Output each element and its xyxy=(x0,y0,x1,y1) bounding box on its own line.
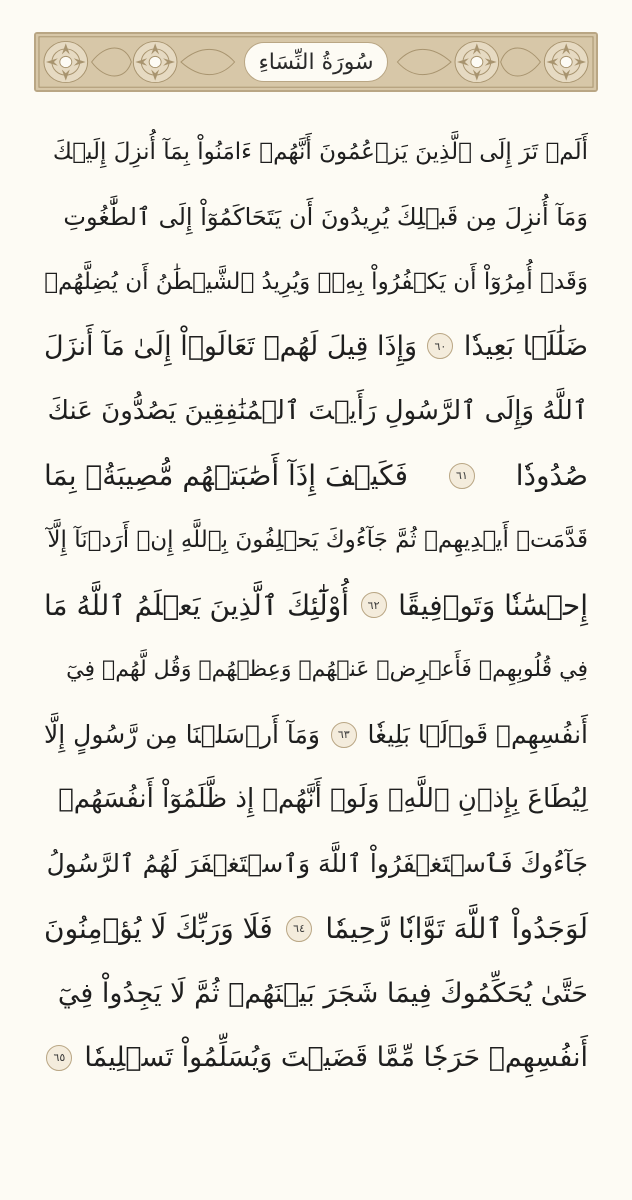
text-line-3 xyxy=(44,249,588,314)
right-rosette-icon xyxy=(544,41,588,82)
line-text: إِحۡسَٰنٗا وَتَوۡفِيقًا xyxy=(398,588,588,622)
line-text: لِيُطَاعَ بِإِذۡنِ ٱللَّهِۚ وَلَوۡ أَنَّهُمۡ إِذ ظَّلَمُوٓاْ أَنفُسَهُمۡ xyxy=(58,784,588,815)
quran-text-page xyxy=(44,120,588,1090)
ayah-number-marker: ٦١ xyxy=(449,463,475,489)
text-line-9 xyxy=(44,638,588,703)
text-line-5 xyxy=(44,379,588,444)
text-line-4 xyxy=(44,314,588,379)
line-text-continued: وَمَآ أَرۡسَلۡنَا مِن رَّسُولٍ إِلَّا xyxy=(44,720,321,750)
line-text-continued: فَكَيۡفَ إِذَآ أَصَٰبَتۡهُم مُّصِيبَةُۢ بِمَا xyxy=(44,459,409,493)
line-text: وَمَآ أُنزِلَ مِن قَبۡلِكَ يُرِيدُونَ أَن يَتَحَاكَمُوٓاْ إِلَى ٱلطَّٰغُوتِ xyxy=(63,203,588,232)
ayah-number-marker: ٦٤ xyxy=(286,916,312,942)
text-line-13 xyxy=(44,896,588,961)
line-text: ضَلَٰلَۢا بَعِيدٗا xyxy=(463,330,588,362)
surah-title: سُورَةُ النِّسَاءِ xyxy=(258,49,374,75)
text-line-12 xyxy=(44,832,588,897)
line-text: أَنفُسِهِمۡ حَرَجٗا مِّمَّا قَضَيۡتَ وَيُسَلِّمُواْ تَسۡلِيمٗا xyxy=(84,1042,588,1074)
line-text: حَتَّىٰ يُحَكِّمُوكَ فِيمَا شَجَرَ بَيۡنَهُمۡ ثُمَّ لَا يَجِدُواْ فِيٓ xyxy=(57,977,588,1009)
ayah-number-marker: ٦٥ xyxy=(46,1045,72,1071)
text-line-2 xyxy=(44,185,588,250)
ayah-number-marker: ٦٢ xyxy=(361,592,387,618)
line-text: أَنفُسِهِمۡ قَوۡلَۢا بَلِيغٗا xyxy=(367,720,588,750)
line-text-continued: فَلَا وَرَبِّكَ لَا يُؤۡمِنُونَ xyxy=(44,912,273,946)
text-line-15 xyxy=(44,1026,588,1091)
text-line-14 xyxy=(44,961,588,1026)
text-line-7 xyxy=(44,508,588,573)
line-text-continued: وَإِذَا قِيلَ لَهُمۡ تَعَالَوۡاْ إِلَىٰ مَآ أَنزَلَ xyxy=(44,330,418,362)
line-text: وَقَدۡ أُمِرُوٓاْ أَن يَكۡفُرُواْ بِهِۦۖ وَيُرِيدُ ٱلشَّيۡطَٰنُ أَن يُضِلَّهُمۡ xyxy=(44,268,588,295)
text-line-11 xyxy=(44,767,588,832)
ayah-number-marker: ٦٣ xyxy=(331,722,357,748)
surah-title-plate xyxy=(244,42,388,82)
line-text: فِي قُلُوبِهِمۡ فَأَعۡرِضۡ عَنۡهُمۡ وَعِظۡهُمۡ وَقُل لَّهُمۡ فِيٓ xyxy=(66,657,588,683)
line-text: أَلَمۡ تَرَ إِلَى ٱلَّذِينَ يَزۡعُمُونَ أَنَّهُمۡ ءَامَنُواْ بِمَآ أُنزِلَ إِلَيۡكَ xyxy=(52,139,588,166)
text-line-6 xyxy=(44,443,588,508)
line-text: ٱللَّهُ وَإِلَى ٱلرَّسُولِ رَأَيۡتَ ٱلۡمُنَٰفِقِينَ يَصُدُّونَ عَنكَ xyxy=(47,396,588,427)
left-rosette-icon xyxy=(44,41,88,82)
ayah-number-marker: ٦٠ xyxy=(427,333,453,359)
line-text: لَوَجَدُواْ ٱللَّهَ تَوَّابٗا رَّحِيمٗا xyxy=(325,912,588,946)
text-line-10 xyxy=(44,702,588,767)
line-text: قَدَّمَتۡ أَيۡدِيهِمۡ ثُمَّ جَآءُوكَ يَحۡلِفُونَ بِٱللَّهِ إِنۡ أَرَدۡنَآ إِلَّآ xyxy=(47,527,588,554)
text-line-8 xyxy=(44,573,588,638)
line-text: صُدُودٗا xyxy=(515,459,588,493)
line-text: جَآءُوكَ فَٱسۡتَغۡفَرُواْ ٱللَّهَ وَٱسۡتَغۡفَرَ لَهُمُ ٱلرَّسُولُ xyxy=(46,849,588,879)
line-text-continued: أُوْلَٰٓئِكَ ٱلَّذِينَ يَعۡلَمُ ٱللَّهُ مَا xyxy=(44,588,349,622)
text-line-1 xyxy=(44,120,588,185)
surah-header-banner xyxy=(34,32,598,92)
